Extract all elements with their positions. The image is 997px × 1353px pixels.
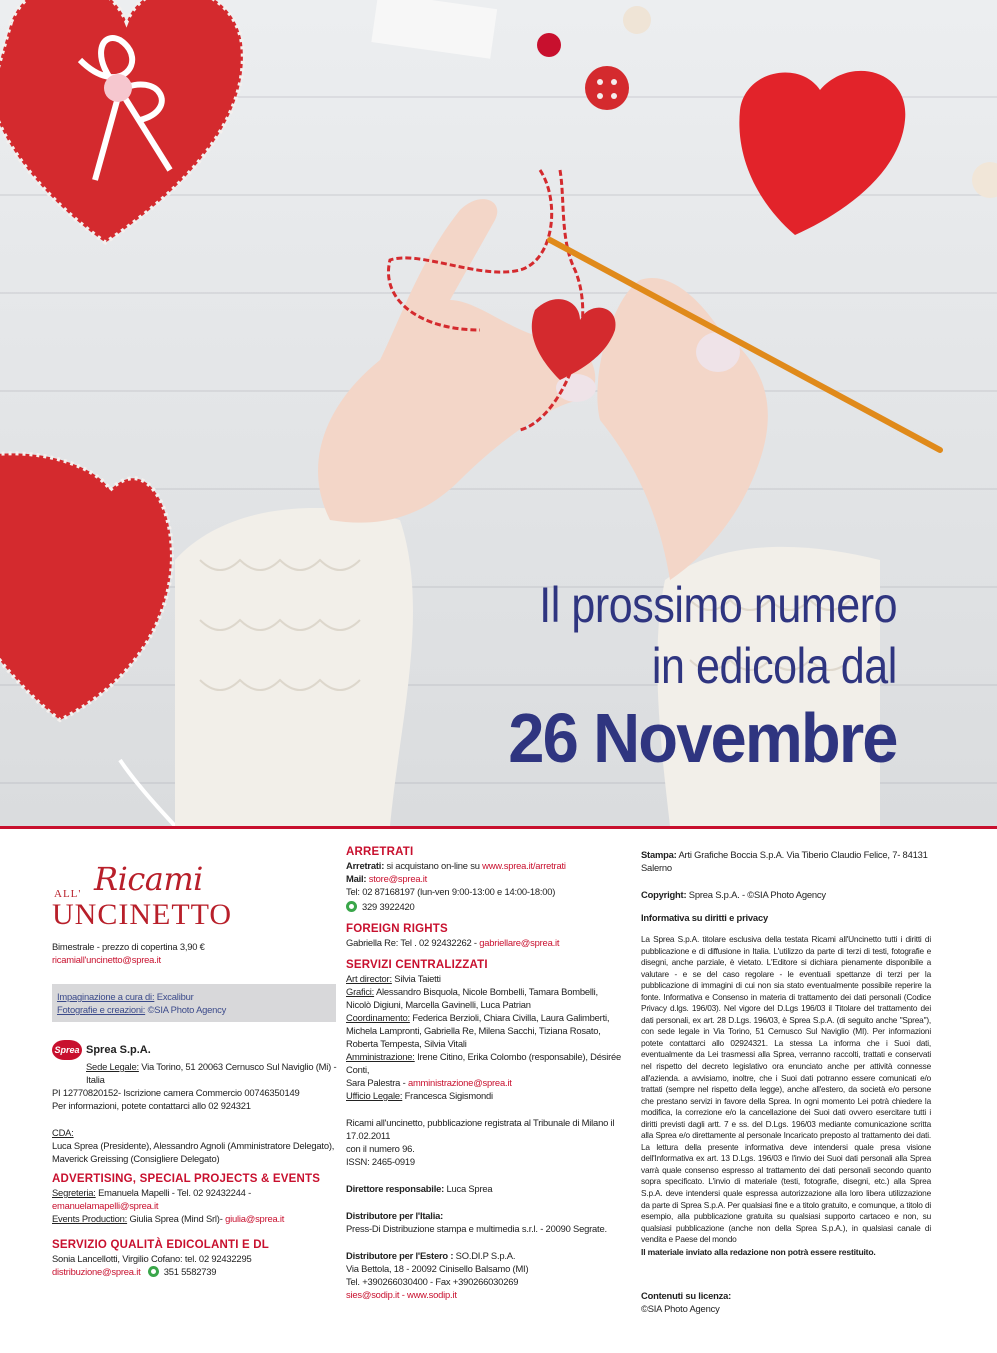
grafici-label: Grafici: [346, 986, 375, 997]
direttore-value: Luca Sprea [446, 1183, 493, 1194]
felt-heart-top-right [739, 71, 905, 235]
sprea-name: Sprea S.p.A. [86, 1044, 151, 1056]
impaginazione-label: Impaginazione a cura di: [57, 991, 155, 1002]
amm-label: Amministrazione: [346, 1051, 415, 1062]
qualita-phone: 351 5582739 [163, 1266, 217, 1277]
credits-box [52, 984, 336, 1022]
sprea-logo: Sprea [52, 1040, 82, 1060]
contenuti-value: ©SIA Photo Agency [641, 1302, 720, 1314]
events-value: Giulia Sprea (Mind Srl)- [129, 1213, 226, 1224]
legale-value: Francesca Sigismondi [404, 1090, 493, 1101]
stampa-value: Arti Grafiche Boccia S.p.A. Via Tiberio Claudio Felice, 7- 84131 Salerno [641, 849, 928, 873]
stampa-label: Stampa: [641, 849, 677, 860]
sprea-header [52, 1040, 337, 1060]
logo-uncinetto: UNCINETTO [52, 898, 233, 931]
amm-value-2: Sara Palestra - [346, 1077, 408, 1088]
foto-value: ©SIA Photo Agency [147, 1004, 227, 1015]
arretrati-text: si acquistano on-line su [386, 860, 483, 871]
arretrati-whatsapp: 329 3922420 [362, 901, 415, 912]
colophon-column-2 [346, 840, 638, 1301]
felt-heart-top-left [0, 0, 243, 243]
headline-line-1: Il prossimo numero [539, 577, 897, 633]
distributore-italia-label: Distributore per l'Italia: [346, 1210, 444, 1221]
privacy-heading: Informativa su diritti e privacy [641, 912, 768, 923]
grafici-value-2: Nicolò Digiuni, Marcella Gavinelli, Luca Patrian [346, 999, 531, 1010]
servizi-heading: SERVIZI CENTRALIZZATI [346, 959, 488, 971]
headline-date: 26 Novembre [508, 699, 897, 777]
foto-label: Fotografie e creazioni: [57, 1004, 146, 1015]
registrazione-line-1: Ricami all'uncinetto, pubblicazione registrata al Tribunale di Milano il 17.02.2011 [346, 1117, 615, 1141]
logo-ricami: Ricami [94, 860, 203, 898]
arretrati-tel: Tel: 02 87168197 (lun-ven 9:00-13:00 e 14:00-18:00) [346, 886, 556, 897]
whatsapp-icon [346, 901, 357, 912]
impaginazione-value: Excalibur [156, 991, 194, 1002]
distributore-estero-name: SO.DI.P S.p.A. [455, 1250, 516, 1261]
whatsapp-icon [148, 1266, 159, 1277]
store-email[interactable]: store@sprea.it [368, 873, 428, 884]
segreteria-label: Segreteria: [52, 1187, 96, 1198]
headline-line-2: in edicola dal [652, 638, 897, 694]
events-label: Events Production: [52, 1213, 128, 1224]
foreign-heading: FOREIGN RIGHTS [346, 923, 448, 935]
registrazione-line-2: con il numero 96. [346, 1143, 415, 1154]
art-label: Art director: [346, 973, 392, 984]
amm-value: Irene Citino, Erika Colombo (responsabile), Désirée Conti, [346, 1051, 622, 1075]
copyright-label: Copyright: [641, 889, 687, 900]
sede-label: Sede Legale: [86, 1061, 139, 1072]
coord-value: Federica Berzioli, Chiara Civilla, Laura Galimberti, [412, 1012, 610, 1023]
coord-label: Coordinamento: [346, 1012, 410, 1023]
foreign-email[interactable]: gabriellare@sprea.it [479, 937, 560, 948]
sede-value: Via Torino, 51 20063 Cernusco Sul Naviglio (Mi) - Italia [86, 1061, 337, 1085]
colophon-column-3 [641, 840, 931, 1315]
coord-value-3: Roberta Tempesta, Silvia Vitali [346, 1038, 467, 1049]
amm-email[interactable]: amministrazione@sprea.it [407, 1077, 512, 1088]
cda-line-1: Luca Sprea (Presidente), Alessandro Agnoli (Amministratore Delegato), [52, 1140, 335, 1151]
qualita-line-1: Sonia Lancellotti, Virgilio Cofano: tel. 02 92432295 [52, 1253, 252, 1264]
sprea-info: Per informazioni, potete contattarci allo 02 924321 [52, 1100, 251, 1111]
red-divider [0, 826, 997, 829]
arretrati-url[interactable]: www.sprea.it/arretrati [482, 860, 566, 871]
distributore-estero-label: Distributore per l'Estero : [346, 1250, 454, 1261]
distributore-italia-value: Press-Di Distribuzione stampa e multimedia s.r.l. - 20090 Segrate. [346, 1223, 607, 1234]
arretrati-label: Arretrati: [346, 860, 385, 871]
contenuti-label: Contenuti su licenza: [641, 1289, 732, 1301]
legale-label: Ufficio Legale: [346, 1090, 403, 1101]
coord-value-2: Michela Lampronti, Gabriella Re, Milena Sacchi, Tiziana Rosato, [346, 1025, 601, 1036]
art-value: Silvia Taietti [394, 973, 441, 984]
privacy-note: Il materiale inviato alla redazione non potrà essere restituito. [641, 1246, 876, 1257]
distributore-estero-links[interactable]: sies@sodip.it - www.sodip.it [346, 1289, 457, 1300]
grafici-value: Alessandro Bisquola, Nicole Bombelli, Tamara Bombelli, [375, 986, 598, 997]
mail-label: Mail: [346, 873, 367, 884]
cda-label: CDA: [52, 1127, 74, 1138]
segreteria-value: Emanuela Mapelli - Tel. 02 92432244 - [98, 1187, 252, 1198]
issn: ISSN: 2465-0919 [346, 1156, 415, 1167]
colophon-column-1 [52, 840, 337, 1278]
advertising-heading: ADVERTISING, SPECIAL PROJECTS & EVENTS [52, 1173, 321, 1185]
magazine-email[interactable]: ricamiall'uncinetto@sprea.it [52, 954, 161, 965]
cda-line-2: Maverick Greissing (Consigliere Delegato) [52, 1153, 220, 1164]
privacy-text: La Sprea S.p.A. titolare esclusiva della testata Ricami all'Uncinetto tutti i diritti di pubblicazione e di diffusione in Italia. L'utilizzo da parte di terzi di testi, fotografie e disegni, anche parziale, è vietato. L'Editore si dichiara pienamente disponibile a valutare - e se del caso regolare - le eventuali spettanze di terzi per la pubblicazione di immagini di cui non sia stato eventualmente possibile reperire la fonte. Informativa e Consenso in materia di trattamento dei dati personali (Codice Privacy d.lgs. 196/03). Nel vigore del D.Lgs 196/03 il Titolare del trattamento dei dati personali, ex art. 28 D.Lgs. 196/03, è Sprea S.p.A. (di seguito anche "Sprea"), con sede legale in Via Torino, 51 Cernusco Sul Naviglio (MI). Per informazioni potete contattarci allo 02924321. La stessa La informa che i Suoi dati, eventualmente da Lei trasmessi alla Sprea, verranno raccolti, trattati e conservati nel rispetto del decreto legislativo ora enunciato anche per attività connesse all'azienda. a avvisiamo, inoltre, che i Suoi dati potranno essere comunicati e/o trattati (sempre nel rispetto della legge), anche all'estero, da società e/o persone che prestano servizi in favore della Sprea. In ogni momento Lei potrà chiedere la modifica, la correzione e/o la cancellazione dei Suoi dati ovvero esercitare tutti i diritti previsti dagli artt. 7 e ss. del D.Lgs. 196/03 mediante comunicazione scritta alla Sprea e/o direttamente al personale Incaricato preposto al trattamento dei dati. La lettura della presente informativa deve intendersi quale presa visione dell'Informativa ex art. 13 D.Lgs. 196/03 e l'invio dei Suoi dati personali alla Sprea varrà quale consenso espresso al trattamento dei dati personali secondo quanto sopra specificato. L'invio di materiale (testi, fotografie, disegni, etc.) alla Sprea S.p.A. deve intendersi quale espressa autorizzazione alla loro libera utilizzazione da parte di Sprea S.p.A. Per qualsiasi fine e a titolo gratuito, e comunque, a titolo di esempio, alla pubblicazione gratuita su qualsiasi supporto cartaceo e non, su qualsiasi pubblicazione (anche non della Sprea S.p.A.), in qualsiasi canale di vendita e Paese del mondo [641, 934, 931, 1245]
direttore-label: Direttore responsabile: [346, 1183, 445, 1194]
segreteria-email[interactable]: emanuelamapelli@sprea.it [52, 1200, 159, 1211]
sprea-pi: PI 12770820152- Iscrizione camera Commercio 00746350149 [52, 1087, 300, 1098]
qualita-heading: SERVIZIO QUALITÀ EDICOLANTI E DL [52, 1239, 270, 1251]
distributore-estero-addr: Via Bettola, 18 - 20092 Cinisello Balsamo (MI) [346, 1263, 529, 1274]
events-email[interactable]: giulia@sprea.it [225, 1213, 285, 1224]
logo-all: ALL' [54, 888, 82, 900]
foreign-text: Gabriella Re: Tel . 02 92432262 - [346, 937, 480, 948]
magazine-logo [52, 860, 242, 930]
copyright-value: Sprea S.p.A. - ©SIA Photo Agency [688, 889, 826, 900]
price-text: Bimestrale - prezzo di copertina 3,90 € [52, 941, 205, 952]
qualita-email[interactable]: distribuzione@sprea.it [52, 1266, 141, 1277]
arretrati-heading: ARRETRATI [346, 846, 414, 858]
distributore-estero-tel: Tel. +390266030400 - Fax +390266030269 [346, 1276, 519, 1287]
felt-heart-bottom-left [0, 453, 172, 720]
